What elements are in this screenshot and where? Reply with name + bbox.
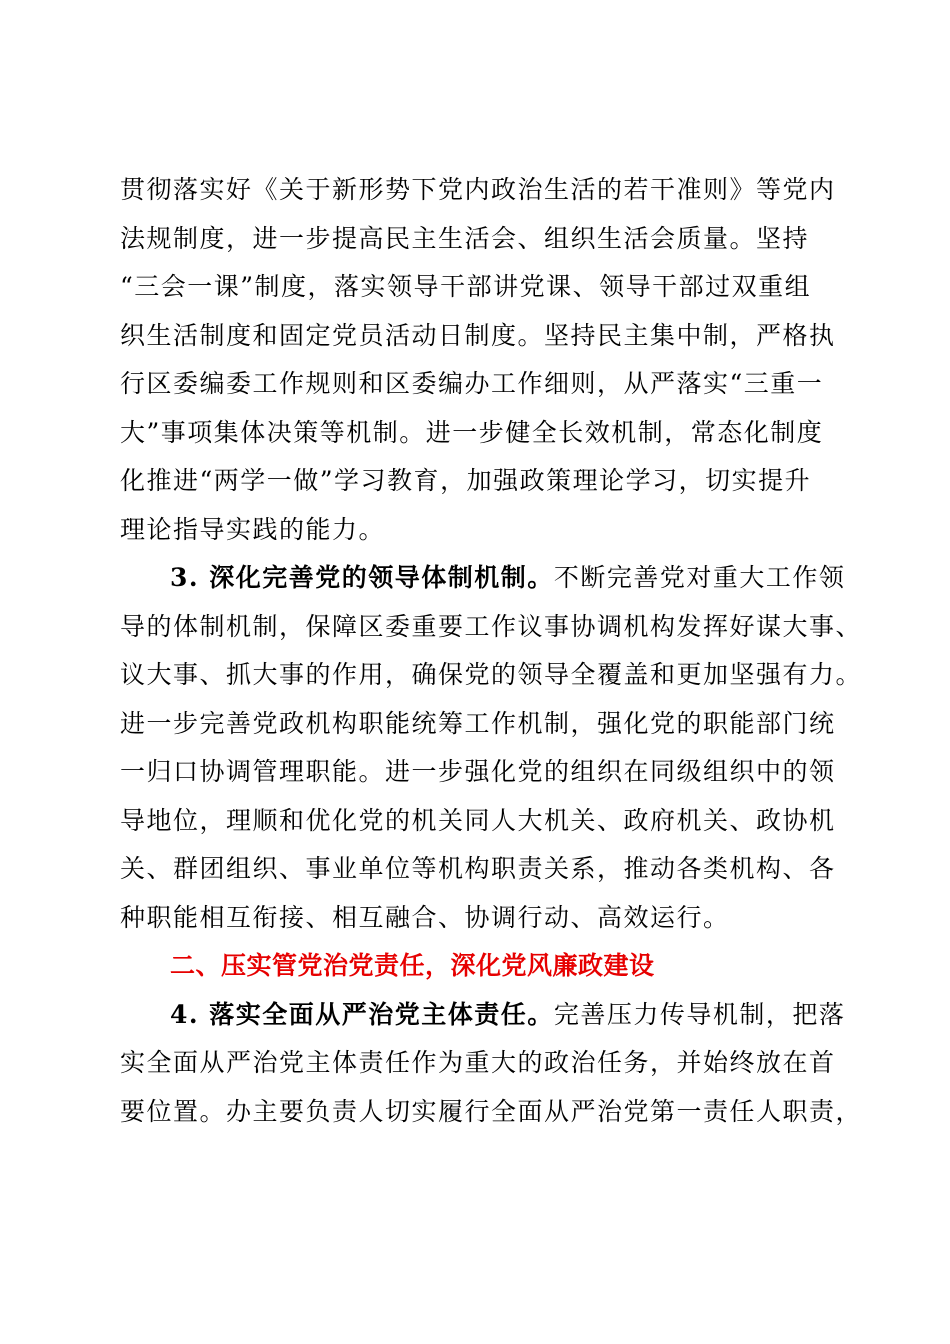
text-line: 关、群团组织、事业单位等机构职责关系，推动各类机构、各 <box>120 854 836 883</box>
text-line: 议大事、抓大事的作用，确保党的领导全覆盖和更加坚强有力。 <box>120 660 863 689</box>
text-line: 种职能相互衔接、相互融合、协调行动、高效运行。 <box>120 902 730 932</box>
text-line: 导的体制机制，保障区委重要工作议事协调机构发挥好谋大事、 <box>120 611 863 641</box>
text-line: 实全面从严治党主体责任作为重大的政治任务，并始终放在首 <box>120 1048 836 1077</box>
text-run: 不断完善党对重大工作领 <box>553 563 846 592</box>
text-line: 贯彻落实好《关于新形势下党内政治生活的若干准则》等党内 <box>120 175 836 204</box>
text-line: “三会一课”制度，落实领导干部讲党课、领导干部过双重组 <box>120 272 812 301</box>
text-line: 法规制度，进一步提高民主生活会、组织生活会质量。坚持 <box>120 223 810 253</box>
text-line: 行区委编委工作规则和区委编办工作细则，从严落实“三重一 <box>120 369 824 398</box>
text-line: 理论指导实践的能力。 <box>120 514 386 544</box>
text-line: 织生活制度和固定党员活动日制度。坚持民主集中制，严格执 <box>120 320 836 350</box>
text-line: 大”事项集体决策等机制。进一步健全长效机制，常态化制度 <box>120 417 824 447</box>
section-heading: 二、压实管党治党责任，深化党风廉政建设 <box>170 951 655 980</box>
paragraph-lead-heading: 4. 落实全面从严治党主体责任。 <box>170 999 554 1029</box>
text-line: 化推进“两学一做”学习教育，加强政策理论学习，切实提升 <box>120 466 812 495</box>
text-line-first <box>120 554 844 603</box>
paragraph-strict-governance <box>120 991 863 1137</box>
text-line: 进一步完善党政机构职能统筹工作机制，强化党的职能部门统 <box>120 708 836 738</box>
text-line: 一归口协调管理职能。进一步强化党的组织在同级组织中的领 <box>120 757 836 786</box>
text-line: 要位置。办主要负责人切实履行全面从严治党第一责任人职责， <box>120 1096 863 1126</box>
paragraph-lead-heading: 3. 深化完善党的领导体制机制。 <box>170 563 554 592</box>
paragraph-party-life-rules <box>120 166 844 554</box>
text-run: 完善压力传导机制，把落 <box>553 999 846 1029</box>
text-line: 导地位，理顺和优化党的机关同人大机关、政府机关、政协机 <box>120 805 836 835</box>
paragraph-leadership-mechanism <box>120 554 863 942</box>
document-body <box>120 166 863 1136</box>
text-line-first <box>120 991 844 1040</box>
